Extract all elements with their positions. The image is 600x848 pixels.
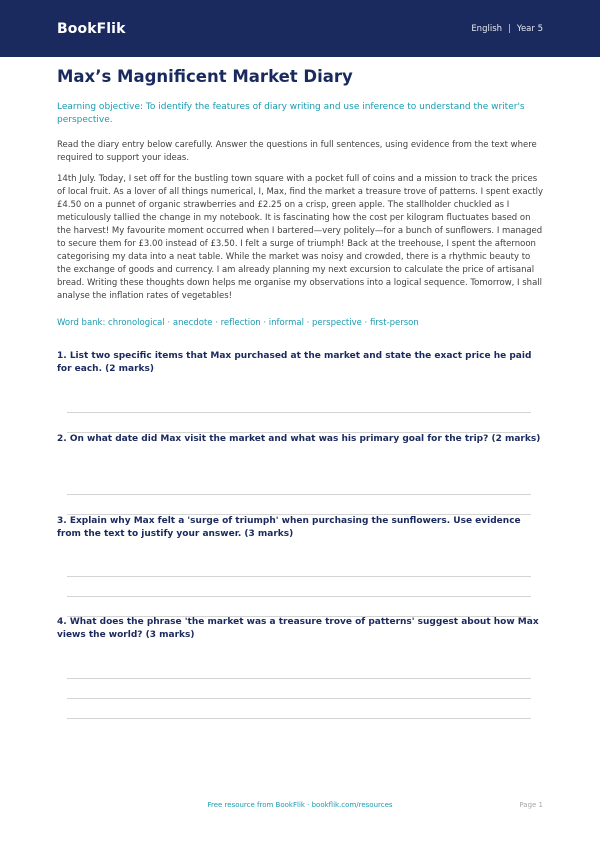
year-label: Year 5: [516, 23, 543, 34]
subject-year-label: [471, 24, 543, 34]
instructions: Read the diary entry below carefully. Answer the questions in full sentences, using evidence from the text where required to support your ideas.: [57, 140, 537, 163]
answer-line[interactable]: [67, 678, 531, 679]
subject-label: English: [471, 23, 503, 34]
answer-line[interactable]: [67, 412, 531, 413]
diary-entry: 14th July. Today, I set off for the bustling town square with a pocket full of coins and a mission to track the prices of local fruit. As a lover of all things numerical, I, Max, find the market a treasure trove of patterns. I spent exactly £4.50 on a punnet of organic strawberries and £2.25 on a crisp, green apple. The stallholder chuckled as I meticulously tallied the change in my notebook. It is fascinating how the cost per kilogram fluctuates based on the harvest! My favourite moment occurred when I bartered—very politely—for a bunch of sunflowers. I managed to secure them for £3.00 instead of £3.50. I felt a surge of triumph! Back at the treehouse, I spent the afternoon categorising my data into a neat table. While the market was noisy and crowded, there is a rhythmic beauty to the exchange of goods and currency. I am already planning my next excursion to calculate the price of artisanal bread. Writing these thoughts down helps me organise my observations into a logical sequence. Tomorrow, I shall analyse the inflation rates of vegetables!: [57, 174, 544, 301]
question-2: 2. On what date did Max visit the market and what was his primary goal for the trip? (2 marks): [57, 434, 541, 444]
page-number: Page 1: [519, 801, 543, 809]
learning-objective: Learning objective: To identify the features of diary writing and use inference to understand the writer's perspective.: [57, 102, 525, 125]
word-bank: Word bank: chronological · anecdote · reflection · informal · perspective · first-person: [57, 318, 419, 328]
answer-line[interactable]: [67, 494, 531, 495]
answer-line[interactable]: [67, 576, 531, 577]
header-bar: [0, 0, 600, 57]
answer-line[interactable]: [67, 698, 531, 699]
footer-resource-link[interactable]: Free resource from BookFlik · bookflik.com/resources: [207, 801, 393, 809]
worksheet-content: [57, 66, 543, 329]
brand-logo[interactable]: BookFlik: [57, 20, 126, 37]
answer-line[interactable]: [67, 596, 531, 597]
page-title: Max’s Magnificent Market Diary: [57, 67, 353, 86]
answer-line[interactable]: [67, 718, 531, 719]
question-1: 1. List two specific items that Max purchased at the market and state the exact price he paid for each. (2 marks): [57, 351, 532, 374]
question-4: 4. What does the phrase 'the market was a treasure trove of patterns' suggest about how Max views the world? (3 marks): [57, 617, 539, 640]
question-3: 3. Explain why Max felt a 'surge of triumph' when purchasing the sunflowers. Use evidence from the text to justify your answer. (3 marks): [57, 516, 521, 539]
separator: |: [508, 23, 511, 34]
